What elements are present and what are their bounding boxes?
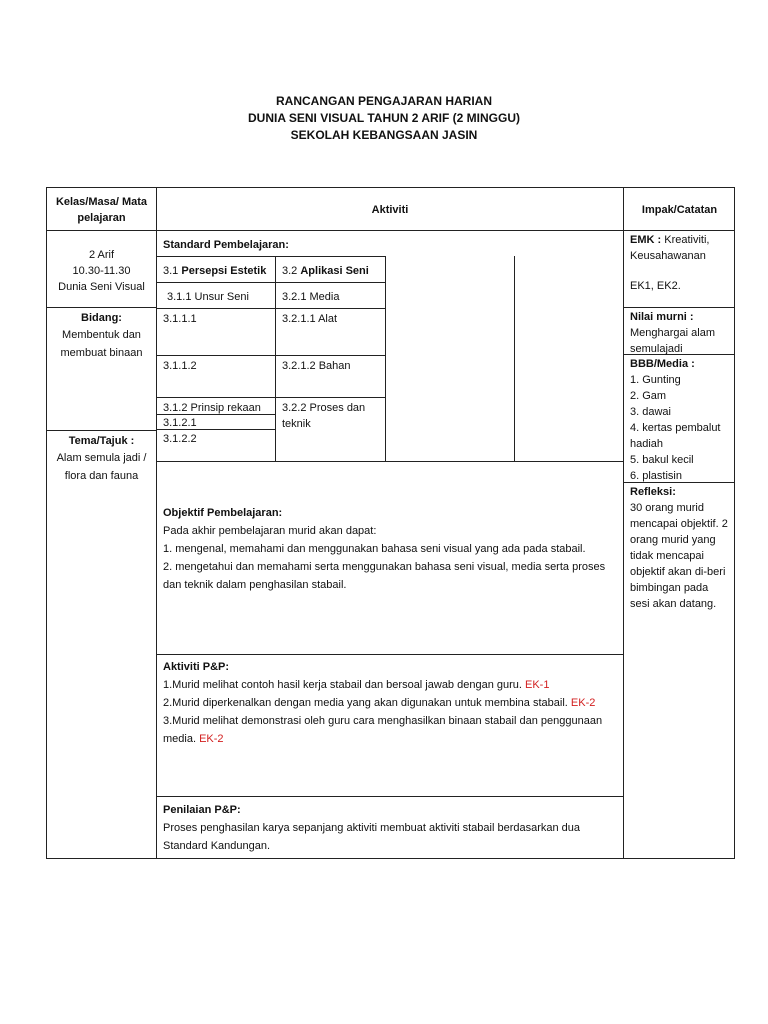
col-header-aktiviti: Aktiviti (371, 204, 409, 216)
standard-col1-header (157, 261, 275, 281)
bbb-item: 6. plastisin (630, 470, 682, 482)
emk-value: Kreativiti, Keusahawanan (630, 234, 710, 262)
col2-prefix: 3.2 (282, 265, 298, 277)
standard-cell: 3.1.1.1 (163, 313, 197, 325)
penilaian-text: Proses penghasilan karya sepanjang aktiviti membuat aktiviti stabail berdasarkan dua Standard Kandungan. (163, 822, 581, 852)
objektif-section (157, 502, 623, 596)
tema-label: Tema/Tajuk : (68, 435, 135, 447)
standard-cell: 3.1.2.1 (163, 417, 197, 429)
nilai-label: Nilai murni : (630, 311, 694, 323)
bbb-item: 5. bakul kecil (630, 454, 694, 466)
standard-heading: Standard Pembelajaran: (163, 239, 289, 251)
emk-label: EMK : (630, 234, 662, 246)
standard-cell: 3.2.1.1 Alat (282, 313, 338, 325)
penilaian-heading: Penilaian P&P: (163, 804, 241, 816)
objektif-heading: Objektif Pembelajaran: (163, 507, 283, 519)
refleksi-cell (624, 482, 735, 614)
bbb-cell (624, 354, 735, 486)
standard-cell: 3.1.2.2 (163, 433, 197, 445)
penilaian-section (157, 799, 623, 857)
objektif-item: 1. mengenal, memahami dan menggunakan bahasa seni visual yang ada pada stabail. (163, 543, 586, 555)
aktiviti-item: 3.Murid melihat demonstrasi oleh guru cara menghasilkan binaan stabail dan penggunaan media. EK-2 (163, 715, 603, 745)
masa-value: 10.30-11.30 (72, 265, 131, 277)
objektif-item: 2. mengetahui dan memahami serta menggunakan bahasa seni visual, media serta proses dan teknik dalam penghasilan stabail. (163, 561, 606, 591)
mata-pelajaran-value: Dunia Seni Visual (58, 281, 145, 293)
standard-cell: 3.1.1 Unsur Seni (167, 291, 249, 303)
col1-prefix: 3.1 (163, 265, 179, 277)
kelas-info (47, 245, 156, 297)
standard-cell: 3.1.2 Prinsip rekaan (163, 402, 261, 414)
nilai-value: Menghargai alam semulajadi (630, 327, 715, 355)
col-header-impak: Impak/Catatan (641, 204, 718, 216)
col1-title: Persepsi Estetik (181, 265, 267, 277)
refleksi-value: 30 orang murid mencapai objektif. 2 orang murid yang tidak mencapai objektif akan di-beri bimbingan pada sesi akan datang. (630, 502, 728, 610)
emk-cell (624, 230, 735, 296)
ek-value: EK1, EK2. (630, 280, 681, 292)
bbb-item: 4. kertas pembalut hadiah (630, 422, 721, 450)
doc-title-1: RANCANGAN PENGAJARAN HARIAN (275, 94, 492, 108)
refleksi-label: Refleksi: (630, 486, 676, 498)
standard-cell: 3.2.1.2 Bahan (282, 360, 351, 372)
aktiviti-item: 2.Murid diperkenalkan dengan media yang akan digunakan untuk membina stabail. EK-2 (163, 697, 596, 709)
bbb-label: BBB/Media : (630, 358, 695, 370)
doc-title-2: DUNIA SENI VISUAL TAHUN 2 ARIF (2 MINGGU) (247, 111, 520, 125)
col2-title: Aplikasi Seni (300, 265, 369, 277)
bidang-value: Membentuk dan membuat binaan (60, 329, 143, 359)
doc-title-3: SEKOLAH KEBANGSAAN JASIN (290, 128, 478, 142)
standard-cell: 3.1.1.2 (163, 360, 197, 372)
standard-col2-header (276, 261, 385, 281)
ek-tag: EK-1 (525, 679, 550, 691)
col-header-kelas: Kelas/Masa/ Mata pelajaran (55, 196, 148, 224)
tema-value: Alam semula jadi / flora dan fauna (56, 452, 147, 482)
objektif-intro: Pada akhir pembelajaran murid akan dapat: (163, 525, 377, 537)
bbb-item: 3. dawai (630, 406, 671, 418)
bidang-cell (47, 308, 156, 364)
bbb-item: 2. Gam (630, 390, 667, 402)
standard-cell: 3.2.1 Media (282, 291, 340, 303)
aktiviti-section (157, 656, 623, 750)
aktiviti-heading: Aktiviti P&P: (163, 661, 230, 673)
bbb-item: 1. Gunting (630, 374, 681, 386)
nilai-cell (624, 307, 735, 359)
bidang-label: Bidang: (81, 312, 122, 324)
tema-cell (47, 431, 156, 487)
ek-tag: EK-2 (199, 733, 224, 745)
standard-cell: 3.2.2 Proses dan teknik (282, 402, 366, 430)
aktiviti-item: 1.Murid melihat contoh hasil kerja stabail dan bersoal jawab dengan guru. EK-1 (163, 679, 550, 691)
kelas-value: 2 Arif (88, 249, 115, 261)
ek-tag: EK-2 (570, 697, 596, 709)
